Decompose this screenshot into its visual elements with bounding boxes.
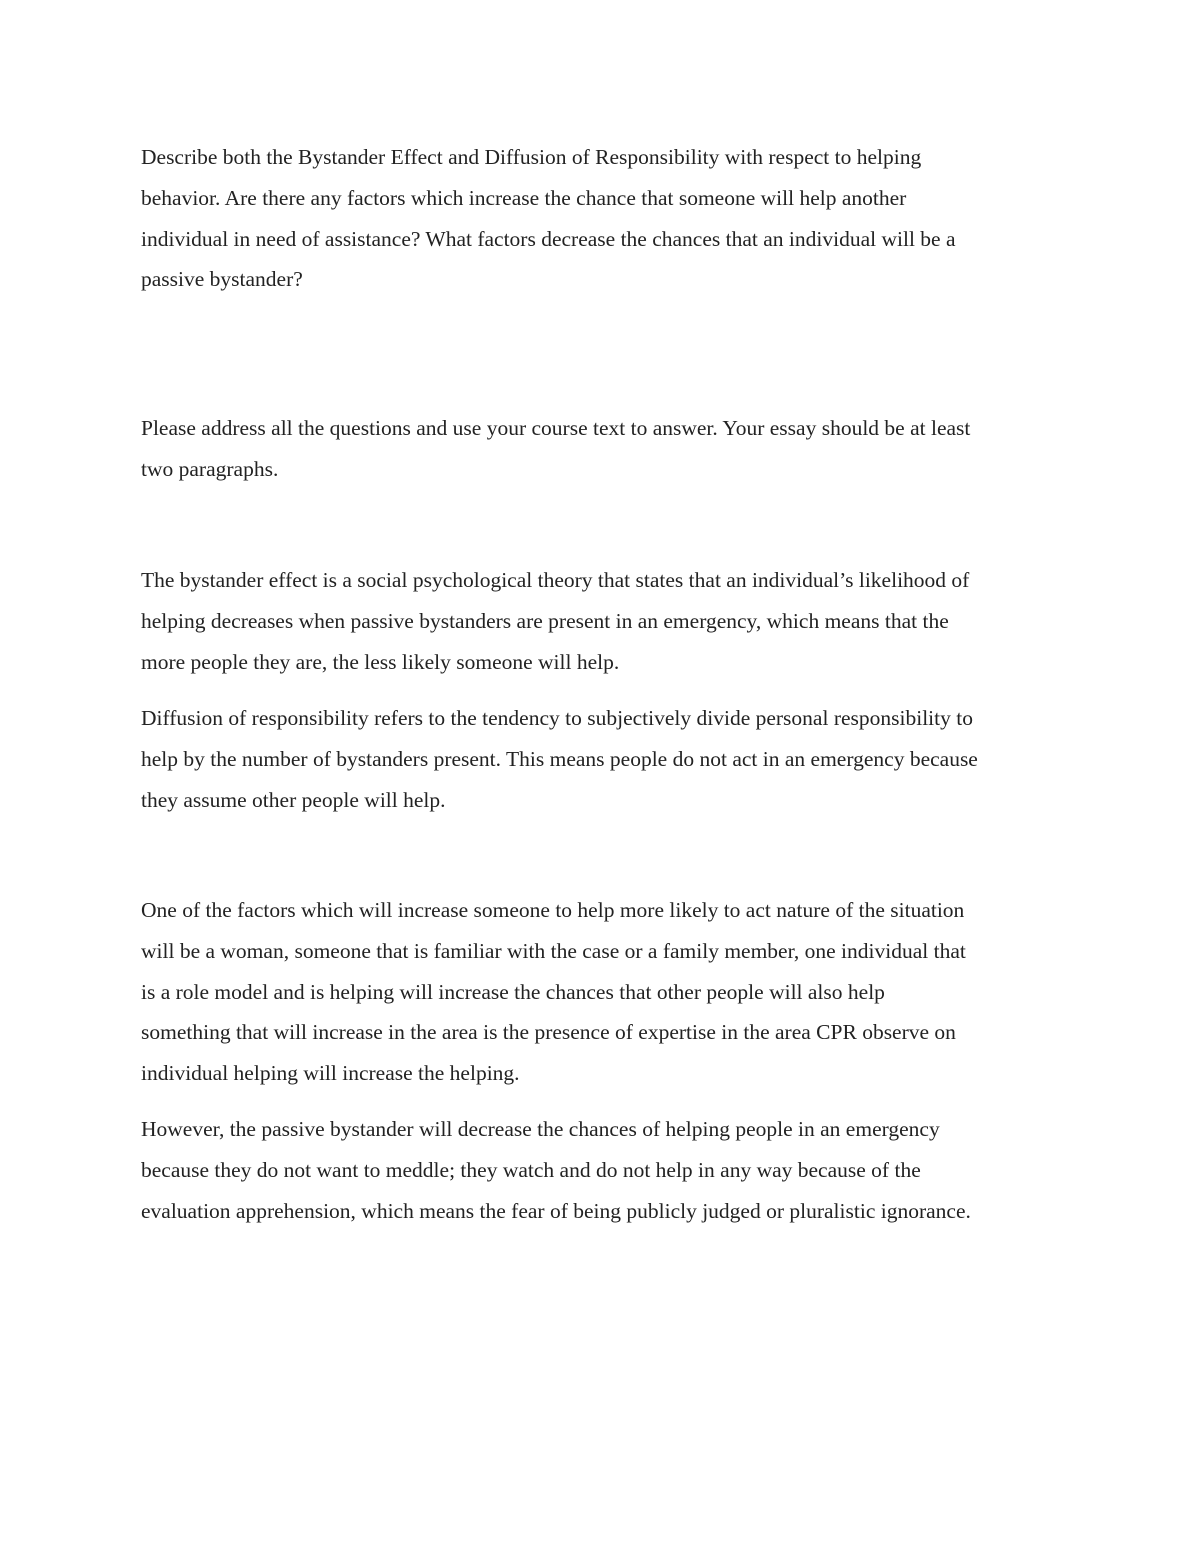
- text-line: because they do not want to meddle; they watch and do not help in any way because of the: [141, 1157, 921, 1182]
- text-line: evaluation apprehension, which means the fear of being publicly judged or pluralistic ignorance.: [141, 1198, 971, 1223]
- text-line: help by the number of bystanders present. This means people do not act in an emergency because: [141, 746, 978, 771]
- text-line: However, the passive bystander will decrease the chances of helping people in an emergency: [141, 1117, 940, 1141]
- text-line: will be a woman, someone that is familiar with the case or a family member, one individual that: [141, 938, 966, 963]
- text-line: behavior. Are there any factors which increase the chance that someone will help another: [141, 185, 907, 210]
- text-line: something that will increase in the area is the presence of expertise in the area CPR observe on: [141, 1020, 956, 1045]
- text-line: The bystander effect is a social psychological theory that states that an individual’s likelihood of: [141, 568, 970, 592]
- decrease-factors-paragraph: [141, 1109, 1071, 1231]
- text-line: One of the factors which will increase someone to help more likely to act nature of the situation: [141, 898, 965, 922]
- text-line: more people they are, the less likely someone will help.: [141, 649, 620, 674]
- text-line: Please address all the questions and use your course text to answer. Your essay should be at least: [141, 416, 971, 440]
- increase-factors-paragraph: [141, 890, 1071, 1094]
- text-line: individual helping will increase the helping.: [141, 1061, 520, 1086]
- prompt-paragraph: [141, 137, 1071, 300]
- text-line: individual in need of assistance? What factors decrease the chances that an individual will be a: [141, 226, 956, 251]
- diffusion-paragraph: [141, 698, 1071, 820]
- text-line: Describe both the Bystander Effect and Diffusion of Responsibility with respect to helping: [141, 145, 922, 169]
- bystander-effect-paragraph: [141, 560, 1071, 682]
- text-line: passive bystander?: [141, 267, 303, 292]
- text-line: two paragraphs.: [141, 456, 279, 481]
- text-line: helping decreases when passive bystanders are present in an emergency, which means that the: [141, 608, 949, 633]
- text-line: they assume other people will help.: [141, 787, 446, 812]
- text-line: Diffusion of responsibility refers to the tendency to subjectively divide personal responsibility to: [141, 706, 973, 730]
- instructions-paragraph: [141, 408, 1071, 490]
- text-line: is a role model and is helping will increase the chances that other people will also help: [141, 979, 885, 1004]
